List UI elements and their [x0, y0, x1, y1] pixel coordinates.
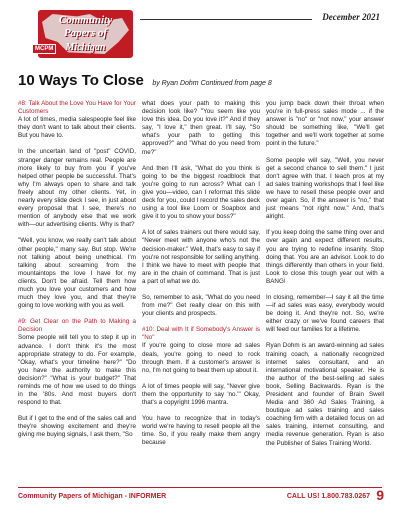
issue-date: December 2021 [322, 12, 380, 22]
paragraph: A lot of sales trainers out there would say, "Never meet with anyone who's not the decision-maker." Well, that's easy to say if you're not responsible for selling anything. I think we have to meet with people that are in the chain of command. That is just a part of what we do. [142, 229, 260, 285]
publication-logo [35, 10, 133, 58]
logo-badge: MCPM [32, 44, 56, 54]
paragraph: In closing, remember—I say it all the time—if ad sales was easy, everybody would be doing it. And they're not. So, we're either crazy or we've found careers that will feed our families for a lifetime. [266, 293, 384, 334]
logo-line-1: Community [58, 14, 113, 26]
paragraph: what does your path to making this decision look like? "You seem like you love this idea. Do you love it?" And if they say, "I love it," then great. I'll say, "So what's your path to getting this approved?" and "What do you need from me?" [142, 100, 260, 156]
column-1 [18, 100, 136, 448]
paragraph: You have to recognize that in today's world we're having to resell people all the time. So, if you really make them angry because [142, 415, 260, 447]
column-2 [142, 100, 260, 455]
section-heading: #9: Get Clear on the Path to Making a Decision [18, 318, 136, 334]
paragraph: "Well, you know, we really can't talk about other people," many say. But stop. We're not talking about being unethical. I'm talking about screaming from the mountaintops the love I have for my clients. Don't be afraid. Tell them how much you love your customers and how much they love you, and that they're going to love working with you as well. [18, 237, 136, 310]
section-heading: #10: Deal with It if Somebody's Answer is "No" [142, 326, 260, 342]
section-heading: #8: Talk About the Love You Have for Your Customers [18, 100, 136, 116]
paragraph: #8: Talk About the Love You Have for Your Customers A lot of times, media salespeople feel like they don't want to talk about their clients. But you have to. [18, 100, 136, 140]
article-byline: by Ryan Dohm Continued from page 8 [152, 80, 272, 87]
paragraph: #10: Deal with It if Somebody's Answer is "No" If you're going to close more ad sales deals, you're going to need to rock through them. If a customer's answer is no, I'm not going to beat them up about it. [142, 326, 260, 374]
paragraph: But if I get to the end of the sales call and they're showing excitement and they're giving me buying signals, I ask them, "So [18, 415, 136, 439]
paragraph: So, remember to ask, "What do you need from me?" Get really clear on this with your clients and prospects. [142, 293, 260, 318]
paragraph: A lot of times people will say, "Never give them the opportunity to say 'no.'" Okay, that's a copyright 1996 mantra. [142, 382, 260, 406]
footer-publication: Community Papers of Michigan - INFORMER [18, 493, 167, 500]
paragraph: If you keep doing the same thing over and over again and expect different results, you are trying to redefine insanity. Stop doing that. You are an advisor. Look to do things differently than others in your field. Look to close this tough year out with a BANG! [266, 229, 384, 285]
article-body [18, 100, 384, 480]
paragraph: you jump back down their throat when you're in full-press sales mode ... if the answer is "no" or "not now," your answer should be something like, "We'll get together and we'll work together at some point in the future." [266, 100, 384, 148]
page-number: 9 [376, 487, 384, 503]
paragraph: And then I'll ask, "What do you think is going to be the biggest roadblock that you're going to run across? What can I give you—video, can I reformat this slide deck for you, could I record the sales deck using a tool like Loom or Soapbox and give it to you to show your boss?" [142, 164, 260, 221]
article-title: 10 Ways To Close [18, 72, 144, 89]
footer-phone: CALL US! 1.800.783.0267 [286, 493, 370, 500]
paragraph: Some people will say, "Well, you never get a second chance to sell them." I just don't agree with that. I teach pros at my ad sales training workshops that I feel like we have to resell these people over and over again. So, if the answer is "no," that just means "not right now." And, that's alright. [266, 156, 384, 221]
footer-rule [18, 487, 382, 488]
article-heading [18, 72, 388, 90]
header-rule [140, 19, 312, 20]
paragraph: #9: Get Clear on the Path to Making a Decision Some people will tell you to step it up in advance. I don't think it's the most appropriate strategy to do. For example, "Okay, what's your timeline here?" "Do you have the authority to make this decision?" "What is your budget?" That reminds me of how we used to do things in the '80s. And most buyers don't respond to that. [18, 318, 136, 407]
author-bio: Ryan Dohm is an award-winning ad sales training coach, a nationally recognized internet sales consultant, and an international motivational speaker. He is the author of the best-selling ad sales book, Selling Backwards. Ryan is the President and founder of Brain Swell Media and 360 Ad Sales Training, a boutique ad sales training and sales coaching firm with a detailed focus on ad sales training, internet consulting, and media revenue generation. Ryan is also the Publisher of Sales Training World. [266, 342, 384, 447]
column-3 [266, 100, 384, 456]
page-header [0, 0, 400, 70]
logo-line-3: Michigan [65, 42, 106, 53]
paragraph: In the uncertain land of "post" COVID, stranger danger remains real. People are more likely to buy from you if you've helped other people be successful. That's why I'm always open to share and talk freely about my other clients. Yet, in nearly every slide deck I see, in just about every proposal that I see, there's no mention of anybody else that we work with—our advertising clients. Why is that? [18, 148, 136, 229]
logo-line-2: Papers of [63, 27, 108, 39]
